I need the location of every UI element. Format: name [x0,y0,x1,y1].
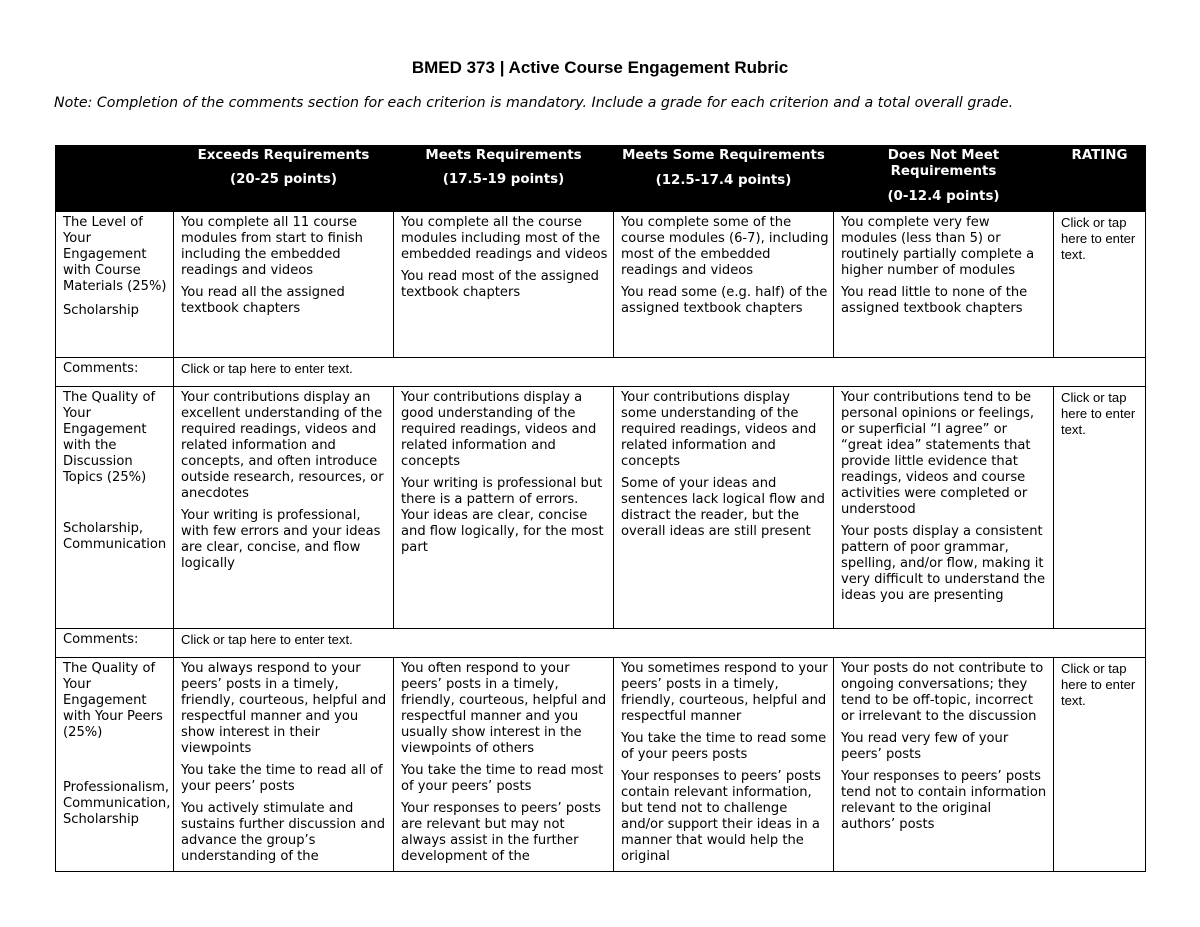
descriptor-text: Your writing is professional, with few errors and your ideas are clear, concise, and flow logically [181,508,381,571]
header-does-not-meet [834,146,1054,212]
criterion-category: Scholarship, Communication [63,521,167,552]
exceeds-cell [174,212,394,358]
criterion-row-3 [56,658,1146,872]
comments-input[interactable]: Click or tap here to enter text. [174,629,1146,658]
header-meets [394,146,614,212]
header-label: Meets Some Requirements [622,148,825,163]
comments-label: Comments: [56,358,174,387]
descriptor-text: You read very few of your peers’ posts [841,731,1009,762]
descriptor-text: You take the time to read most of your peers’ posts [401,763,604,794]
header-rating [1054,146,1146,212]
header-row [56,146,1146,212]
descriptor-text: You complete all 11 course modules from start to finish including the embedded readings and videos [181,215,363,278]
criterion-row-1 [56,212,1146,358]
criterion-row-2 [56,387,1146,629]
descriptor-text: You often respond to your peers’ posts in a timely, friendly, courteous, helpful and respectful manner and you usually show interest in the viewpoints of others [401,661,607,756]
meets-some-cell [614,387,834,629]
criterion-text: The Level of Your Engagement with Course Materials (25%) [63,215,167,294]
header-meets-some [614,146,834,212]
descriptor-text: Your contributions display a good understanding of the required readings, videos and related information and concepts [401,390,597,469]
header-label: Does Not Meet Requirements [887,148,1000,179]
does-not-meet-cell [834,387,1054,629]
descriptor-text: You take the time to read all of your peers’ posts [181,763,383,794]
rating-input[interactable]: Click or tap here to enter text. [1054,387,1146,629]
header-points: (0-12.4 points) [887,189,1000,204]
descriptor-text: Your writing is professional but there is a pattern of errors. Your ideas are clear, concise and flow logically, for the most part [401,476,604,555]
header-label: RATING [1071,148,1128,163]
descriptor-text: You take the time to read some of your peers posts [621,731,827,762]
rating-input[interactable]: Click or tap here to enter text. [1054,658,1146,872]
descriptor-text: Your responses to peers’ posts contain relevant information, but tend not to challenge and/or support their ideas in a manner that would help the original [621,769,821,864]
descriptor-text: You sometimes respond to your peers’ posts in a timely, friendly, courteous, helpful and respectful manner [621,661,828,724]
meets-some-cell [614,212,834,358]
descriptor-text: Your responses to peers’ posts tend not to contain information relevant to the original authors’ posts [841,769,1047,832]
descriptor-text: You read little to none of the assigned textbook chapters [841,285,1028,316]
criterion-cell [56,658,174,872]
descriptor-text: You actively stimulate and sustains further discussion and advance the group’s understanding of the [181,801,386,864]
header-label: Meets Requirements [425,148,582,163]
instruction-note: Note: Completion of the comments section for each criterion is mandatory. Include a grade for each criterion and a total overall grade. [54,95,1014,111]
descriptor-text: You read some (e.g. half) of the assigned textbook chapters [621,285,828,316]
rubric-table [55,145,1146,872]
descriptor-text: Your contributions display an excellent understanding of the required readings, videos and related information and concepts, and often introduce outside research, resources, or anecdotes [181,390,384,501]
descriptor-text: Your contributions display some understanding of the required readings, videos and related information and concepts [621,390,817,469]
descriptor-text: Your posts display a consistent pattern of poor grammar, spelling, and/or flow, making it very difficult to understand the ideas you are presenting [841,524,1046,603]
rating-input[interactable]: Click or tap here to enter text. [1054,212,1146,358]
header-points: (20-25 points) [229,172,337,187]
meets-cell [394,387,614,629]
header-points: (12.5-17.4 points) [655,173,792,188]
descriptor-text: You complete all the course modules including most of the embedded readings and videos [401,215,608,262]
meets-cell [394,658,614,872]
does-not-meet-cell [834,658,1054,872]
criterion-cell [56,212,174,358]
does-not-meet-cell [834,212,1054,358]
comments-input[interactable]: Click or tap here to enter text. [174,358,1146,387]
descriptor-text: You read all the assigned textbook chapters [181,285,345,316]
descriptor-text: You complete very few modules (less than 5) or routinely partially complete a higher number of modules [841,215,1035,278]
criterion-text: The Quality of Your Engagement with the Discussion Topics (25%) [63,390,156,485]
descriptor-text: Your contributions tend to be personal opinions or feelings, or superficial “I agree” or “great idea” statements that provide little evidence that readings, videos and course activities were completed or understood [841,390,1035,517]
comments-row-1 [56,358,1146,387]
meets-some-cell [614,658,834,872]
header-criterion [56,146,174,212]
criterion-cell [56,387,174,629]
header-label: Exceeds Requirements [197,148,370,163]
header-exceeds [174,146,394,212]
descriptor-text: You read most of the assigned textbook chapters [401,269,599,300]
comments-row-2 [56,629,1146,658]
criterion-text: The Quality of Your Engagement with Your Peers (25%) [63,661,163,740]
descriptor-text: You always respond to your peers’ posts in a timely, friendly, courteous, helpful and respectful manner and you show interest in their viewpoints [181,661,387,756]
exceeds-cell [174,387,394,629]
descriptor-text: Some of your ideas and sentences lack logical flow and distract the reader, but the overall ideas are still present [621,476,825,539]
descriptor-text: Your posts do not contribute to ongoing conversations; they tend to be off-topic, incorrect or irrelevant to the discussion [841,661,1044,724]
exceeds-cell [174,658,394,872]
criterion-category: Professionalism, Communication, Scholarship [63,780,171,827]
descriptor-text: You complete some of the course modules (6-7), including most of the embedded readings and videos [621,215,829,278]
header-points: (17.5-19 points) [442,172,565,187]
descriptor-text: Your responses to peers’ posts are relevant but may not always assist in the further development of the [401,801,601,864]
comments-label: Comments: [56,629,174,658]
meets-cell [394,212,614,358]
document-title: BMED 373 | Active Course Engagement Rubric [411,58,789,77]
criterion-category: Scholarship [63,303,139,318]
